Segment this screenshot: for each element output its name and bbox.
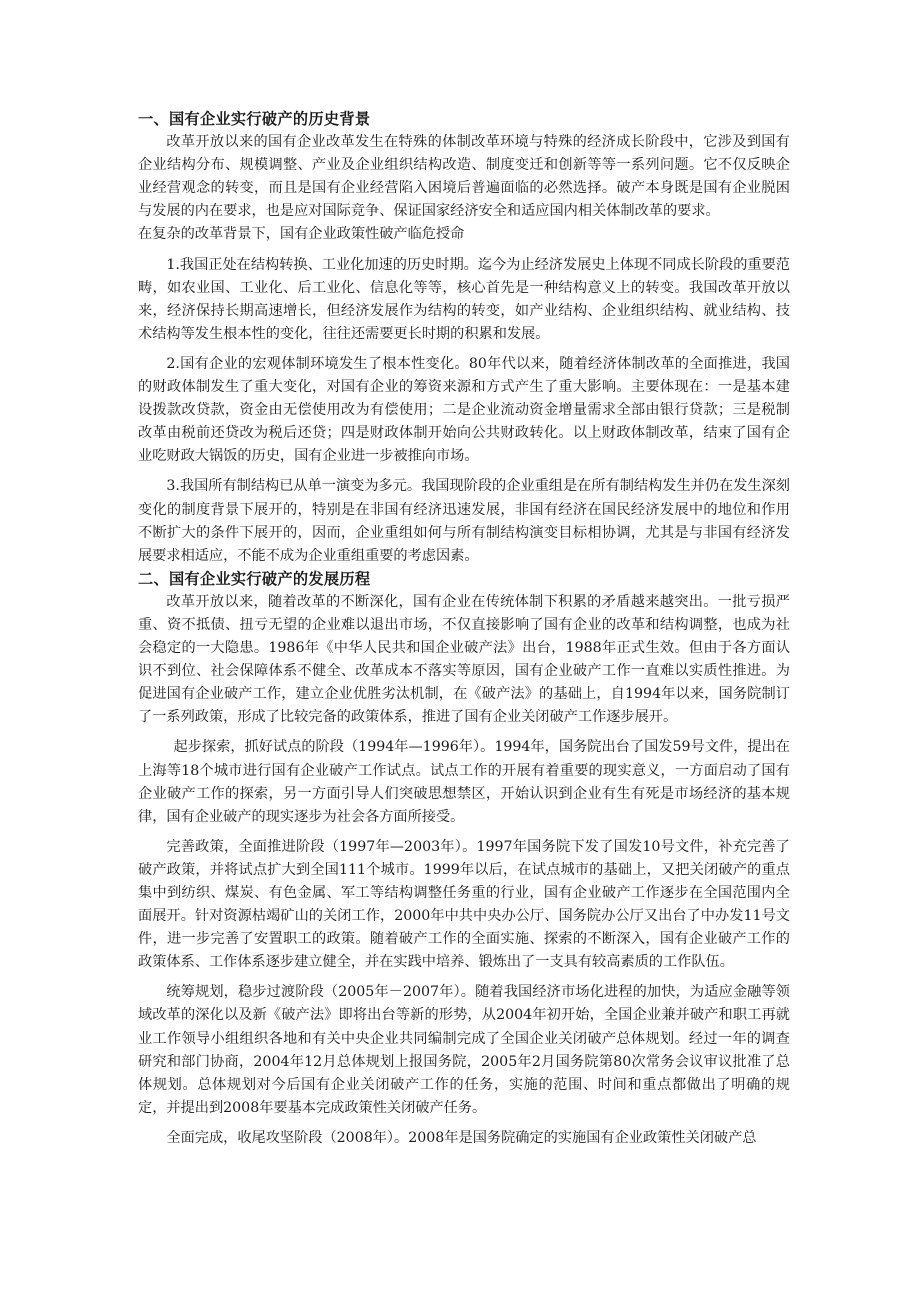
section2-stage-3: 统筹规划，稳步过渡阶段（2005年－2007年）。随着我国经济市场化进程的加快，为适应金融等领域改革的深化以及新《破产法》即将出台等新的形势，从2004年初开始，全国企业兼并破产和职工再就业工作领导小组组织各地和有关中央企业共同编制完成了全国企业关闭破产总体规划。经过一年的调查研究和部门协商，2004年12月总体规划上报国务院，2005年2月国务院第80次常务会议审议批准了总体规划。总体规划对今后国有企业关闭破产工作的任务，实施的范围、时间和重点都做出了明确的规定，并提出到2008年要基本完成政策性关闭破产任务。 [138, 984, 790, 1116]
section2-heading: 二、国有企业实行破产的发展历程 [138, 569, 371, 588]
section2-stage-4: 全面完成，收尾攻坚阶段（2008年）。2008年是国务院确定的实施国有企业政策性关闭破产总 [166, 1129, 757, 1146]
section2-intro-paragraph: 改革开放以来，随着改革的不断深化，国有企业在传统体制下积累的矛盾越来越突出。一批亏损严重、资不抵债、扭亏无望的企业难以退出市场，不仅直接影响了国有企业的改革和结构调整，也成为社会稳定的一大隐患。1986年《中华人民共和国企业破产法》出台，1988年正式生效。但由于各方面认识不到位、社会保障体系不健全、改革成本不落实等原因，国有企业破产工作一直难以实质性推进。为促进国有企业破产工作，建立企业优胜劣汰机制，在《破产法》的基础上，自1994年以来，国务院制订了一系列政策，形成了比较完备的政策体系，推进了国有企业关闭破产工作逐步展开。 [138, 593, 790, 726]
section1-point-2: 2.国有企业的宏观体制环境发生了根本性变化。80年代以来，随着经济体制改革的全面推进，我国的财政体制发生了重大变化，对国有企业的筹资来源和方式产生了重大影响。主要体现在：一是基本建设拨款改贷款，资金由无偿使用改为有偿使用；二是企业流动资金增量需求全部由银行贷款；三是税制改革由税前还贷改为税后还贷；四是财政体制开始向公共财政转化。以上财政体制改革，结束了国有企业吃财政大锅饭的历史，国有企业进一步被推向市场。 [138, 355, 790, 465]
section1-point-1: 1.我国正处在结构转换、工业化加速的历史时期。迄今为止经济发展史上体现不同成长阶段的重要范畴，如农业国、工业化、后工业化、信息化等等，核心首先是一种结构意义上的转变。我国改革开放以来，经济保持长期高速增长，但经济发展作为结构的转变，如产业结构、企业组织结构、就业结构、技术结构等发生根本性的变化，往往还需要更长时期的积累和发展。 [138, 256, 790, 342]
section1-heading: 一、国有企业实行破产的历史背景 [138, 110, 371, 128]
section1-point-3: 3.我国所有制结构已从单一演变为多元。我国现阶段的企业重组是在所有制结构发生并仍在发生深刻变化的制度背景下展开的，特别是在非国有经济迅速发展，非国有经济在国民经济发展中的地位和作用不断扩大的条件下展开的，因而，企业重组如何与所有制结构演变目标相协调，尤其是与非国有经济发展要求相适应，不能不成为企业重组重要的考虑因素。 [138, 478, 790, 564]
section1-intro-paragraph: 改革开放以来的国有企业改革发生在特殊的体制改革环境与特殊的经济成长阶段中，它涉及到国有企业结构分布、规模调整、产业及企业组织结构改造、制度变迁和创新等等一系列问题。它不仅反映企业经营观念的转变，而且是国有企业经营陷入困境后普遍面临的必然选择。破产本身既是国有企业脱困与发展的内在要求，也是应对国际竞争、保证国家经济安全和适应国内相关体制改革的要求。 [138, 134, 790, 220]
section2-stage-2: 完善政策，全面推进阶段（1997年—2003年）。1997年国务院下发了国发10号文件，补充完善了破产政策，并将试点扩大到全国111个城市。1999年以后，在试点城市的基础上，又把关闭破产的重点集中到纺织、煤炭、有色金属、军工等结构调整任务重的行业，国有企业破产工作逐步在全国范围内全面展开。针对资源枯竭矿山的关闭工作，2000年中共中央办公厅、国务院办公厅又出台了中办发11号文件，进一步完善了安置职工的政策。随着破产工作的全面实施、探索的不断深入，国有企业破产工作的政策体系、工作体系逐步建立健全，并在实践中培养、锻炼出了一支具有较高素质的工作队伍。 [138, 838, 790, 971]
section1-intro-tail: 在复杂的改革背景下，国有企业政策性破产临危授命 [138, 226, 465, 243]
document-page [138, 108, 790, 1150]
section2-stage-1: 起步探索，抓好试点的阶段（1994年—1996年）。1994年，国务院出台了国发59号文件，提出在上海等18个城市进行国有企业破产工作试点。试点工作的开展有着重要的现实意义，一方面启动了国有企业破产工作的探索，另一方面引导人们突破思想禁区，开始认识到企业有生有死是市场经济的基本规律，国有企业破产的现实逐步为社会各方面所接受。 [138, 739, 790, 825]
